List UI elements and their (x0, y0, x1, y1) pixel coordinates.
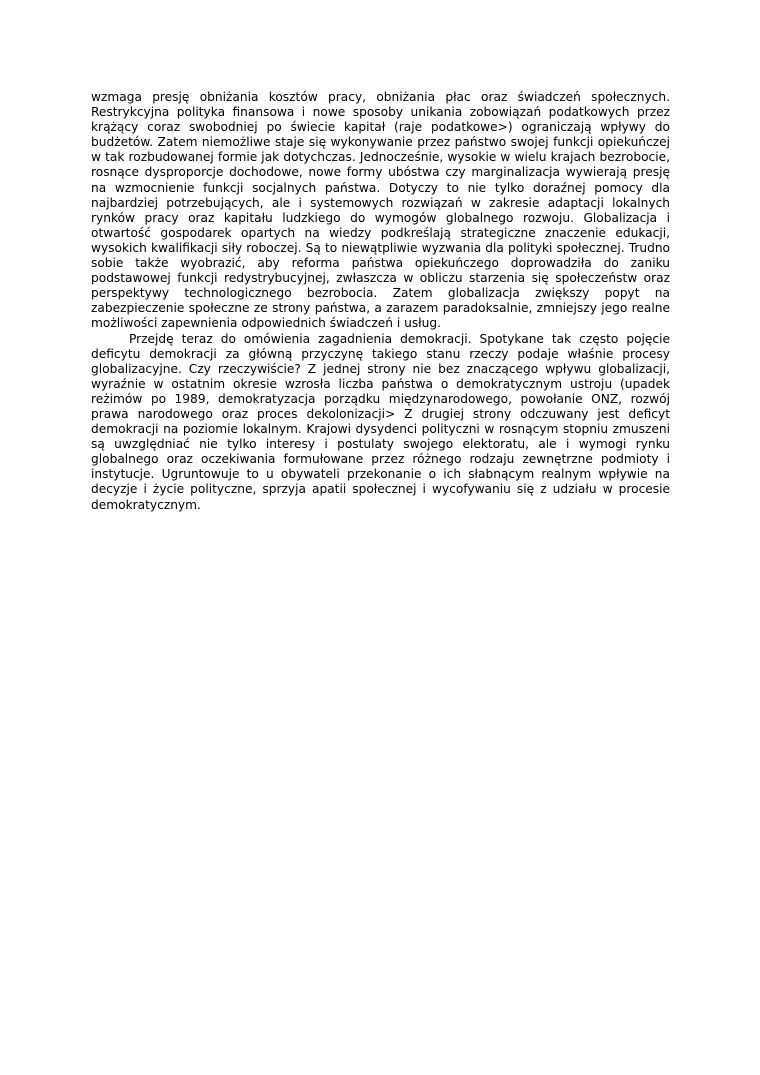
paragraph-2: Przejdę teraz do omówienia zagadnienia demokracji. Spotykane tak często pojęcie deficytu demokracji za główną przyczynę takiego stanu rzeczy podaje właśnie procesy globalizacyjne. Czy rzeczywiście? Z jednej strony nie bez znaczącego wpływu globalizacji, wyraźnie w ostatnim okresie wzrosła liczba państwa o demokratycznym ustroju (upadek reżimów po 1989, demokratyzacja porządku międzynarodowego, powołanie ONZ, rozwój prawa narodowego oraz proces dekolonizacji> Z drugiej strony odczuwany jest deficyt demokracji na poziomie lokalnym. Krajowi dysydenci polityczni w rosnącym stopniu zmuszeni są uwzględniać nie tylko interesy i postulaty swojego elektoratu, ale i wymogi rynku globalnego oraz oczekiwania formułowane przez różnego rodzaju zewnętrzne podmioty i instytucje. Ugruntowuje to u obywateli przekonanie o ich słabnącym realnym wpływie na decyzje i życie polityczne, sprzyja apatii społecznej i wycofywaniu się z udziału w procesie demokratycznym. (91, 331, 670, 512)
body-text (91, 90, 670, 513)
paragraph-1: wzmaga presję obniżania kosztów pracy, obniżania płac oraz świadczeń społecznych. Restrykcyjna polityka finansowa i nowe sposoby unikania zobowiązań podatkowych przez krążący coraz swobodniej po świecie kapitał (raje podatkowe>) ograniczają wpływy do budżetów. Zatem niemożliwe staje się wykonywanie przez państwo swojej funkcji opiekuńczej w tak rozbudowanej formie jak dotychczas. Jednocześnie, wysokie w wielu krajach bezrobocie, rosnące dysproporcje dochodowe, nowe formy ubóstwa czy marginalizacja wywierają presję na wzmocnienie funkcji socjalnych państwa. Dotyczy to nie tylko doraźnej pomocy dla najbardziej potrzebujących, ale i systemowych rozwiązań w zakresie adaptacji lokalnych rynków pracy oraz kapitału ludzkiego do wymogów globalnego rozwoju. Globalizacja i otwartość gospodarek opartych na wiedzy podkreślają strategiczne znaczenie edukacji, wysokich kwalifikacji siły roboczej. Są to niewątpliwie wyzwania dla polityki społecznej. Trudno sobie także wyobrazić, aby reforma państwa opiekuńczego doprowadziła do zaniku podstawowej funkcji redystrybucyjnej, zwłaszcza w obliczu starzenia się społeczeństw oraz perspektywy technologicznego bezrobocia. Zatem globalizacja zwiększy popyt na zabezpieczenie społeczne ze strony państwa, a zarazem paradoksalnie, zmniejszy jego realne możliwości zapewnienia odpowiednich świadczeń i usług. (91, 90, 670, 331)
